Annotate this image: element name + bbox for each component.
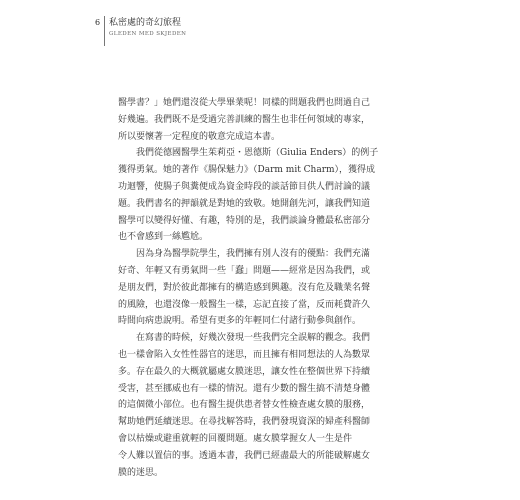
header-divider [104,16,105,46]
text-line: 多。存在最久的大概就屬處女膜迷思，讓女性在整個世界下持續 [118,366,371,377]
text-line: 醫學書？」她們還沒從大學畢業呢！同樣的問題我們也問過自己 [118,98,371,108]
text-line: 題。我們書名的押韻就是對她的致敬。她開創先河，讓我們知道 [118,198,371,209]
paragraph [118,330,408,481]
text-line: 幫助她們延續迷思。在尋找解答時，我們發現資深的婦產科醫師 [118,417,371,428]
text-line: 好奇、年輕又有勇氣問一些「蠢」問題——經常是因為我們，或 [118,265,371,276]
text-line: 醫學可以變得好懂、有趣，特別的是，我們談論身體最私密部分 [118,215,371,226]
text-line: 好幾遍。我們既不是受過完善訓練的醫生也非任何領域的專家， [118,114,371,125]
text-line: 也一樣會陷入女性性器官的迷思，而且擁有相同想法的人為數眾 [118,349,371,360]
text-line: 在寫書的時候，好幾次發現一些我們完全誤解的觀念。我們 [136,333,371,344]
text-line: 的這個微小部位。也有醫生提供患者替女性檢查處女膜的服務， [118,400,371,411]
text-line: 受害，甚至挪威也有一樣的情況。還有少數的醫生搞不清楚身體 [118,383,371,394]
paragraph [118,145,408,246]
text-line: 令人難以置信的事。透過本書，我們已經盡最大的所能破解處女 [118,450,371,461]
body-text [118,95,408,481]
page-number: 6 [95,18,101,27]
text-line: 因為身為醫學院學生，我們擁有別人沒有的優點：我們充滿 [136,249,371,260]
text-line: 膜的迷思。 [118,467,164,478]
running-title: 私密處的奇幻旅程 [109,18,182,28]
text-line: 也不會感到一絲尷尬。 [118,232,209,243]
text-line: 是朋友們，對於彼此都擁有的構造感到興趣。沒有危及職業名聲 [118,282,371,293]
text-line: 功迴響，使腸子與糞便成為資金時段的談話節目供人們討論的議 [118,181,371,192]
text-line: 時間向病患說明。希望有更多的年輕同仁付諸行動參與創作。 [118,316,362,327]
paragraph [118,246,408,330]
running-title-english: GLEDEN MED SKJEDEN [109,31,187,37]
text-line: 所以要懷著一定程度的敬意完成這本書。 [118,131,281,142]
text-line: 獲得勇氣。她的著作《腸保魅力》（Darm mit Charm），獲得成 [118,165,376,176]
paragraph [118,95,408,145]
text-line: 我們從德國醫學生茱莉亞・恩德斯（Giulia Enders）的例子 [136,148,379,159]
text-line: 會以枯燥或避重就輕的回覆問題。處女膜掌握女人一生是件 [118,433,353,444]
text-line: 的風險，也還沒像一般醫生一樣，忘記直接了當，反而耗費許久 [118,299,371,310]
